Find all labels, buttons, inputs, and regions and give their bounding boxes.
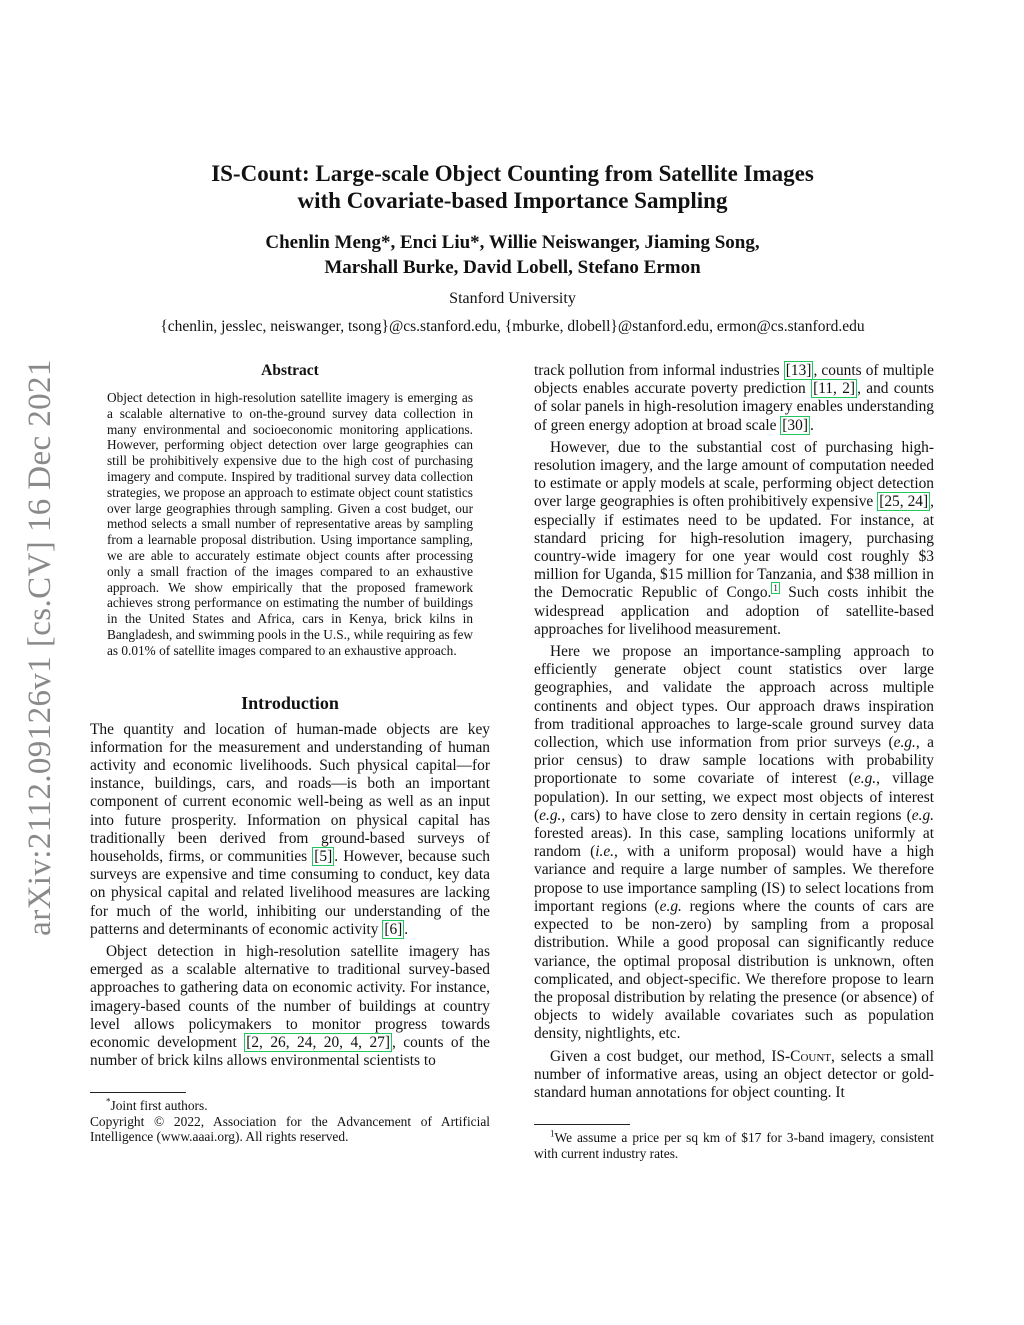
method-name: IS-Count	[771, 1047, 832, 1065]
citation-link[interactable]: [2, 26, 24, 20, 4, 27]	[246, 1034, 390, 1051]
author-list	[90, 230, 935, 280]
paper-title	[90, 160, 935, 214]
footnote-divider	[534, 1124, 630, 1125]
intro-paragraph-1: The quantity and location of human-made objects are key information for the measurement and understanding of human activity and economic livelihoods. Such physical capital—for instance, buildings, cars, and roads—is both an important component of current economic well-being as well as an input into future prosperity. Information on physical capital has traditionally been derived from ground-based surveys of households, firms, or communities [5] . However, because such surveys are expensive and time consuming to conduct, key data on physical capital and related livelihood measures are lacking for much of the world, inhibiting our understanding of the patterns and determinants of economic activity [6] .	[90, 720, 490, 938]
citation-link[interactable]: [11, 2]	[813, 380, 856, 398]
right-column	[534, 362, 934, 1161]
citation-link[interactable]: [5]	[314, 847, 333, 865]
intro-paragraph-2: Object detection in high-resolution satellite imagery has emerged as a scalable alternative to traditional survey-based approaches to gathering data on economic activity. For instance, imagery-based counts of the number of buildings at country level allows policymakers to monitor progress towards economic development [2, 26, 24, 20, 4, 27] , counts of the number of brick kilns allows environmental scientists to	[90, 942, 490, 1070]
footnote-pricing: $^1$We assume a price per sq km of $17 for 3-band imagery, consistent with current industry rates.	[534, 1128, 934, 1161]
authors-line-1: Chenlin Meng*, Enci Liu*, Willie Neiswanger, Jiaming Song,	[265, 232, 760, 253]
abstract-text: Object detection in high-resolution satellite imagery is emerging as a scalable alternative to on-the-ground survey data collection in many environmental and socioeconomic monitoring applications. However, performing object detection over large geographies can still be prohibitively expensive due to the high cost of purchasing imagery and compute. Inspired by traditional survey data collection strategies, we propose an approach to estimate object count statistics over large geographies through sampling. Given a cost budget, our method selects a small number of representative areas by sampling from a learnable proposal distribution. Using importance sampling, we are able to accurately estimate object counts after processing only a small fraction of the images compared to an exhaustive approach. We show empirically that the proposed framework achieves strong performance on estimating the number of buildings in the United States and Africa, cars in Kenya, brick kilns in Bangladesh, and swimming pools in the U.S., while requiring as few as 0.01% of satellite images compared to an exhaustive approach.	[107, 390, 473, 658]
copyright-notice: Copyright © 2022, Association for the Advancement of Artificial Intelligence (www.aaai.org). All rights reserved.	[90, 1113, 490, 1145]
left-column	[90, 362, 490, 1145]
right-paragraph-3: Here we propose an importance-sampling approach to efficiently generate object count statistics over large geographies, and validate the approach across multiple continents and object types. Our approach draws inspiration from traditional approaches to large-scale ground survey data collection, which use information from prior surveys (e.g., a prior census) to draw sample locations with probability proportionate to some covariate of interest (e.g., village population). In our setting, we expect most objects of interest (e.g., cars) to have close to zero density in certain regions (e.g. forested areas). In this case, sampling locations uniformly at random (i.e., with a uniform proposal) would have a high variance and require a large number of samples. We therefore propose to use importance sampling (IS) to select locations from important regions (e.g. regions where the counts of cars are expected to be non-zero) by sampling from a proposal distribution. While a good proposal can significantly reduce variance, the optimal proposal distribution is unknown, often complicated, and object-specific. We therefore propose to learn the proposal distribution by relating the presence (or absence) of objects to widely available covariates such as population density, nightlights, etc.	[534, 643, 934, 1043]
citation-link[interactable]: [13]	[785, 362, 812, 379]
right-paragraph-2: However, due to the substantial cost of purchasing high-resolution imagery, and the large amount of computation needed to estimate or apply models at scale, performing object detection over large geographies is often prohibitively expensive [25, 24] , especially if estimates need to be updated. For instance, at standard pricing for high-resolution imagery, purchasing country-wide imagery for one year would cost roughly $3 million for Uganda, $15 million for Tanzania, and $38 million in the Democratic Republic of Congo. $^1$ Such costs inhibit the widespread application and adoption of satellite-based approaches for livelihood measurement.	[534, 438, 934, 638]
footnote-link[interactable]: 1	[773, 583, 778, 594]
citation-link[interactable]: [30]	[782, 416, 808, 434]
introduction-heading: Introduction	[241, 692, 339, 713]
footnote-joint-authors: *Joint first authors.	[106, 1096, 208, 1114]
authors-line-2: Marshall Burke, David Lobell, Stefano Ermon	[324, 257, 701, 278]
abstract-heading: Abstract	[261, 362, 319, 379]
affiliation: Stanford University	[449, 290, 576, 307]
citation-link[interactable]: [6]	[384, 920, 403, 938]
citation-link[interactable]: [25, 24]	[879, 493, 929, 511]
author-emails: {chenlin, jesslec, neiswanger, tsong}@cs.stanford.edu, {mburke, dlobell}@stanford.edu, ermon@cs.stanford.edu	[160, 318, 865, 335]
arxiv-id-text: arXiv:2112.09126v1 [cs.CV] 16 Dec 2021	[21, 359, 58, 936]
right-paragraph-1: track pollution from informal industries [13] , counts of multiple objects enables accurate poverty prediction [11, 2] , and counts of solar panels in high-resolution imagery enables understanding of green energy adoption at broad scale [30] .	[534, 362, 934, 434]
title-line-2: with Covariate-based Importance Sampling	[297, 188, 728, 213]
footnote-divider	[90, 1092, 186, 1093]
paper-header	[90, 160, 935, 336]
title-line-1: IS-Count: Large-scale Object Counting from Satellite Images	[211, 161, 814, 186]
arxiv-sidebar-stamp	[16, 350, 64, 945]
right-paragraph-4: Given a cost budget, our method, IS-Count, selects a small number of informative areas, using an object detector or gold-standard human annotations for object counting. It	[534, 1047, 934, 1101]
